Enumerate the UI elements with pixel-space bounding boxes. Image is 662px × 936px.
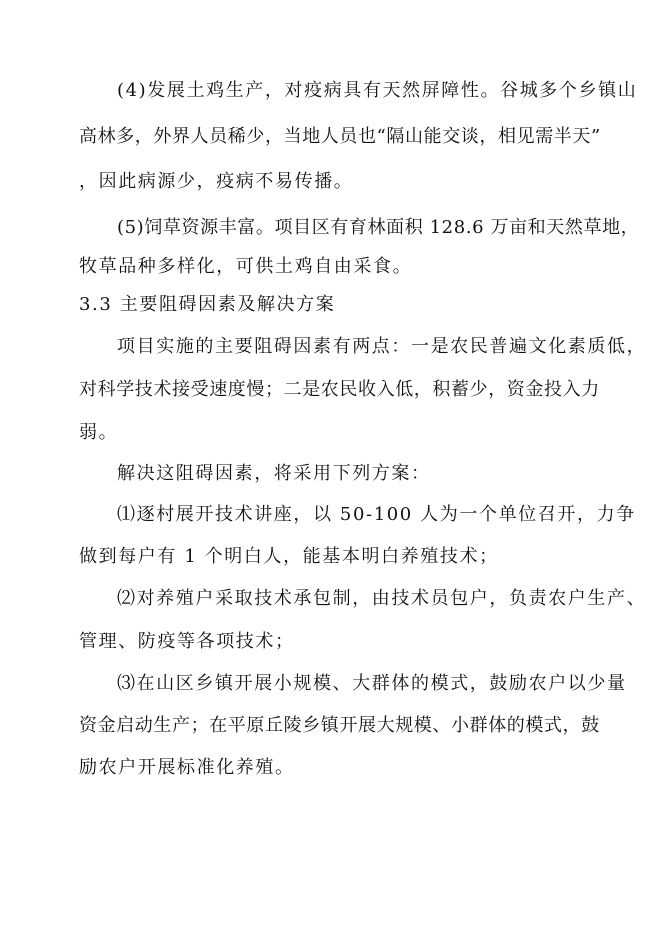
solution-3-line-3: 励农户开展标准化养殖。 bbox=[79, 757, 295, 778]
solution-2-line-2: 管理、防疫等各项技术； bbox=[79, 631, 295, 652]
paragraph-4-line-1: (4)发展土鸡生产，对疫病具有天然屏障性。谷城多个乡镇山 bbox=[117, 80, 638, 101]
obstacle-paragraph-line-2: 对科学技术接受速度慢；二是农民收入低，积蓄少，资金投入力 bbox=[79, 379, 600, 400]
section-heading: 3.3 主要阻碍因素及解决方案 bbox=[79, 294, 336, 315]
paragraph-4-line-2: 高林多，外界人员稀少，当地人员也“隔山能交谈，相见需半天” bbox=[79, 126, 601, 147]
solution-2-line-1: ⑵对养殖户采取技术承包制，由技术员包户，负责农户生产、 bbox=[117, 588, 647, 609]
obstacle-paragraph-line-1: 项目实施的主要阻碍因素有两点：一是农民普遍文化素质低， bbox=[117, 336, 647, 357]
solution-3-line-2: 资金启动生产；在平原丘陵乡镇开展大规模、小群体的模式，鼓 bbox=[79, 715, 600, 736]
solution-intro: 解决这阻碍因素，将采用下列方案： bbox=[117, 463, 431, 484]
solution-1-line-1: ⑴逐村展开技术讲座，以 50-100 人为一个单位召开，力争 bbox=[117, 504, 636, 525]
solution-3-line-1: ⑶在山区乡镇开展小规模、大群体的模式，鼓励农户以少量 bbox=[117, 673, 627, 694]
paragraph-4-line-3: ，因此病源少，疫病不易传播。 bbox=[79, 171, 354, 192]
obstacle-paragraph-line-3: 弱。 bbox=[79, 422, 119, 443]
solution-1-line-2: 做到每户有 1 个明白人，能基本明白养殖技术； bbox=[79, 546, 499, 567]
paragraph-5-line-2: 牧草品种多样化，可供土鸡自由采食。 bbox=[79, 256, 413, 277]
paragraph-5-line-1: (5)饲草资源丰富。项目区有育林面积 128.6 万亩和天然草地， bbox=[117, 217, 640, 238]
